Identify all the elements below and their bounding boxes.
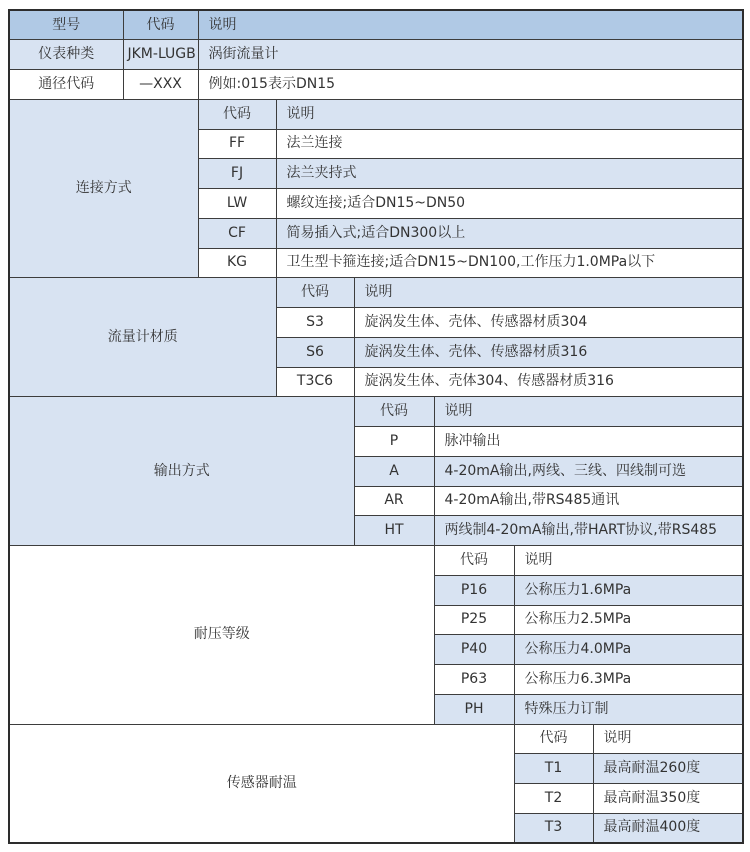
code-cell: S6 — [276, 337, 354, 367]
section-label-pressure-rating: 耐压等级 — [9, 546, 434, 725]
desc-cell: 例如:015表示DN15 — [198, 70, 743, 100]
code-cell: —XXX — [123, 70, 198, 100]
desc-cell: 旋涡发生体、壳体、传感器材质304 — [354, 308, 743, 338]
table-row — [9, 10, 743, 40]
desc-cell: 卫生型卡箍连接;适合DN15~DN100,工作压力1.0MPa以下 — [276, 248, 743, 278]
col-header-code: 代码 — [123, 10, 198, 40]
code-cell: T3 — [514, 813, 593, 843]
sub-header-code: 代码 — [276, 278, 354, 308]
code-cell: FF — [198, 129, 276, 159]
table-row — [9, 724, 743, 754]
category-cell-instrument-type: 仪表种类 — [9, 40, 123, 70]
sub-header-code: 代码 — [514, 724, 593, 754]
code-cell: S3 — [276, 308, 354, 338]
desc-cell: 最高耐温400度 — [593, 813, 743, 843]
code-cell: T1 — [514, 754, 593, 784]
desc-cell: 法兰连接 — [276, 129, 743, 159]
code-cell: AR — [354, 486, 434, 516]
sub-header-desc: 说明 — [593, 724, 743, 754]
code-cell: P63 — [434, 665, 514, 695]
table-row — [9, 99, 743, 129]
section-label-flowmeter-material: 流量计材质 — [9, 278, 276, 397]
desc-cell: 最高耐温260度 — [593, 754, 743, 784]
desc-cell: 公称压力1.6MPa — [514, 575, 743, 605]
code-cell: T2 — [514, 784, 593, 814]
desc-cell: 公称压力2.5MPa — [514, 605, 743, 635]
sub-header-desc: 说明 — [276, 99, 743, 129]
sub-header-code: 代码 — [434, 546, 514, 576]
sub-header-desc: 说明 — [434, 397, 743, 427]
section-label-output-mode: 输出方式 — [9, 397, 354, 546]
code-cell: P40 — [434, 635, 514, 665]
sub-header-desc: 说明 — [514, 546, 743, 576]
category-cell-diameter-code: 通径代码 — [9, 70, 123, 100]
code-cell: A — [354, 456, 434, 486]
desc-cell: 公称压力4.0MPa — [514, 635, 743, 665]
desc-cell: 两线制4-20mA输出,带HART协议,带RS485 — [434, 516, 743, 546]
code-cell: LW — [198, 189, 276, 219]
desc-cell: 最高耐温350度 — [593, 784, 743, 814]
desc-cell: 4-20mA输出,两线、三线、四线制可选 — [434, 456, 743, 486]
desc-cell: 脉冲输出 — [434, 427, 743, 457]
code-cell: CF — [198, 218, 276, 248]
desc-cell: 公称压力6.3MPa — [514, 665, 743, 695]
desc-cell: 旋涡发生体、壳体304、传感器材质316 — [354, 367, 743, 397]
code-cell: HT — [354, 516, 434, 546]
table-row — [9, 397, 743, 427]
desc-cell: 涡街流量计 — [198, 40, 743, 70]
col-header-desc: 说明 — [198, 10, 743, 40]
code-cell: P25 — [434, 605, 514, 635]
section-label-sensor-temperature: 传感器耐温 — [9, 724, 514, 843]
desc-cell: 4-20mA输出,带RS485通讯 — [434, 486, 743, 516]
desc-cell: 旋涡发生体、壳体、传感器材质316 — [354, 337, 743, 367]
code-cell: FJ — [198, 159, 276, 189]
code-cell: P — [354, 427, 434, 457]
desc-cell: 螺纹连接;适合DN15~DN50 — [276, 189, 743, 219]
desc-cell: 法兰夹持式 — [276, 159, 743, 189]
code-cell: T3C6 — [276, 367, 354, 397]
sub-header-desc: 说明 — [354, 278, 743, 308]
desc-cell: 简易插入式;适合DN300以上 — [276, 218, 743, 248]
col-header-model: 型号 — [9, 10, 123, 40]
table-row — [9, 40, 743, 70]
code-cell: PH — [434, 694, 514, 724]
table-row — [9, 278, 743, 308]
code-cell: KG — [198, 248, 276, 278]
sub-header-code: 代码 — [198, 99, 276, 129]
desc-cell: 特殊压力订制 — [514, 694, 743, 724]
code-cell: P16 — [434, 575, 514, 605]
table-row — [9, 546, 743, 576]
sub-header-code: 代码 — [354, 397, 434, 427]
code-cell: JKM-LUGB — [123, 40, 198, 70]
section-label-connection-type: 连接方式 — [9, 99, 198, 278]
product-selection-table — [8, 9, 744, 844]
table-row — [9, 70, 743, 100]
